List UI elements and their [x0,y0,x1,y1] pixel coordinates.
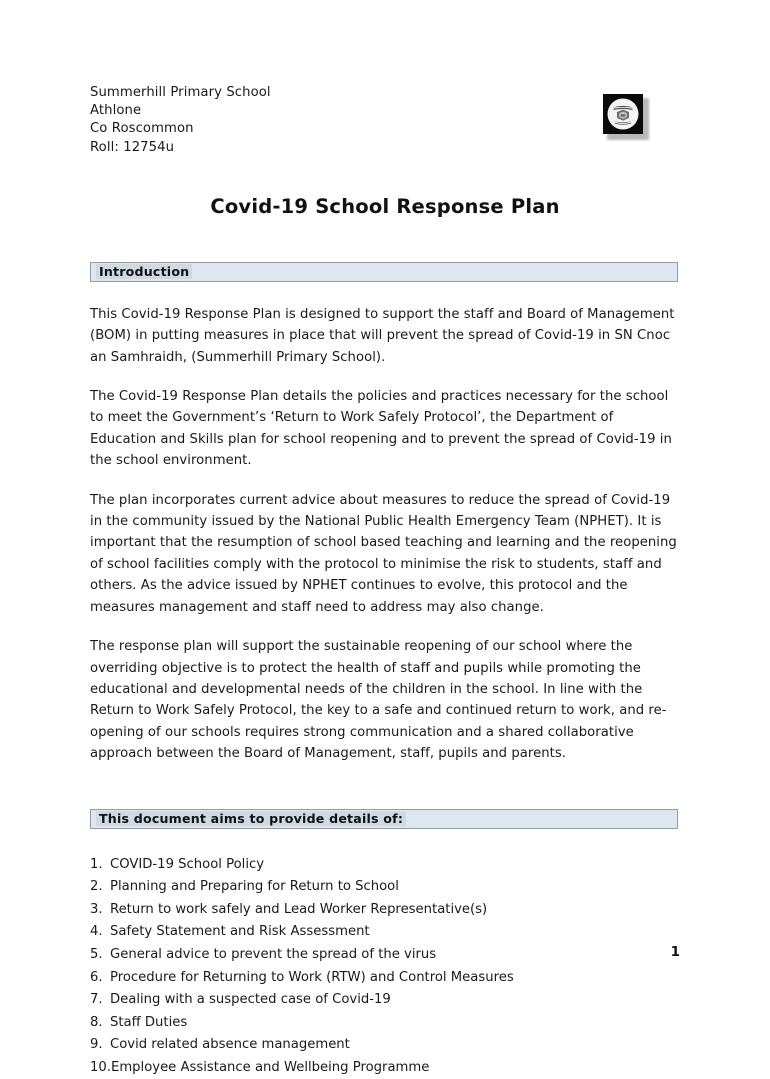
list-item-number: 9. [90,1037,103,1053]
letterhead-line-roll: Roll: 12754u [90,139,175,155]
list-item [90,899,680,922]
list-item-number: 6. [90,969,103,985]
list-item-number: 1. [90,856,103,872]
list-item-number: 4. [90,924,103,940]
school-crest [603,94,649,140]
letterhead-line-school: Summerhill Primary School [90,85,271,100]
list-item [90,1012,680,1035]
list-item-label: Return to work safely and Lead Worker Representative(s) [110,901,488,917]
list-item [90,854,680,877]
list-item-label: COVID-19 School Policy [110,856,265,872]
list-item [90,876,680,899]
list-item-number: 5. [90,946,103,962]
section-heading-introduction-label: Introduction [96,264,192,279]
list-item-number: 7. [90,992,103,1008]
list-item [90,1057,680,1079]
aims-list [90,854,680,1079]
list-item [90,921,680,944]
list-item-label: Planning and Preparing for Return to School [110,879,399,895]
list-item-label: Covid related absence management [110,1037,350,1053]
section-heading-introduction [90,262,678,282]
list-item-label: Safety Statement and Risk Assessment [110,924,370,940]
page-number: 1 [670,944,680,960]
paragraph-2: The Covid-19 Response Plan details the policies and practices necessary for the school to meet the Government’s ‘Return to Work Safely Protocol’, the Department of Education and Skills plan for school reopening and to prevent the spread of Covid-19 in the school environment. [90,389,672,469]
letterhead-line-county: Co Roscommon [90,121,194,137]
crest-icon [603,94,643,134]
list-item-number: 8. [90,1014,103,1030]
page-content [90,84,680,1079]
list-item-number: 3. [90,901,103,917]
introduction-body [90,304,680,765]
list-item-number: 2. [90,879,103,895]
letterhead-line-town: Athlone [90,103,142,119]
paragraph-3: The plan incorporates current advice about measures to reduce the spread of Covid-19 in the community issued by the National Public Health Emergency Team (NPHET). It is important that the resumption of school based teaching and learning and the reopening of school facilities comply with the protocol to minimise the risk to students, staff and others. As the advice issued by NPHET continues to evolve, this protocol and the measures management and staff need to address may also change. [90,492,677,615]
list-item [90,989,680,1012]
page-title: Covid-19 School Response Plan [210,194,560,218]
list-item-label: Employee Assistance and Wellbeing Programme [110,1059,430,1075]
section-heading-aims [90,809,678,829]
list-item [90,1034,680,1057]
list-item-label: Staff Duties [110,1014,188,1030]
section-heading-aims-label: This document aims to provide details of: [96,811,406,826]
list-item [90,967,680,990]
paragraph-1: This Covid-19 Response Plan is designed to support the staff and Board of Management (BOM) in putting measures in place that will prevent the spread of Covid-19 in SN Cnoc an Samhraidh, (Summerhill Primary School). [90,306,675,365]
list-item-number: 10. [90,1059,111,1075]
list-item-label: General advice to prevent the spread of the virus [110,946,437,962]
letterhead [90,84,680,157]
list-item [90,944,680,967]
list-item-label: Dealing with a suspected case of Covid-19 [110,992,391,1008]
paragraph-4: The response plan will support the sustainable reopening of our school where the overriding objective is to protect the health of staff and pupils while promoting the educational and developmental needs of the children in the school. In line with the Return to Work Safely Protocol, the key to a safe and continued return to work, and re-opening of our schools requires strong communication and a shared collaborative approach between the Board of Management, staff, pupils and parents. [90,639,667,762]
list-item-label: Procedure for Returning to Work (RTW) and Control Measures [110,969,514,985]
